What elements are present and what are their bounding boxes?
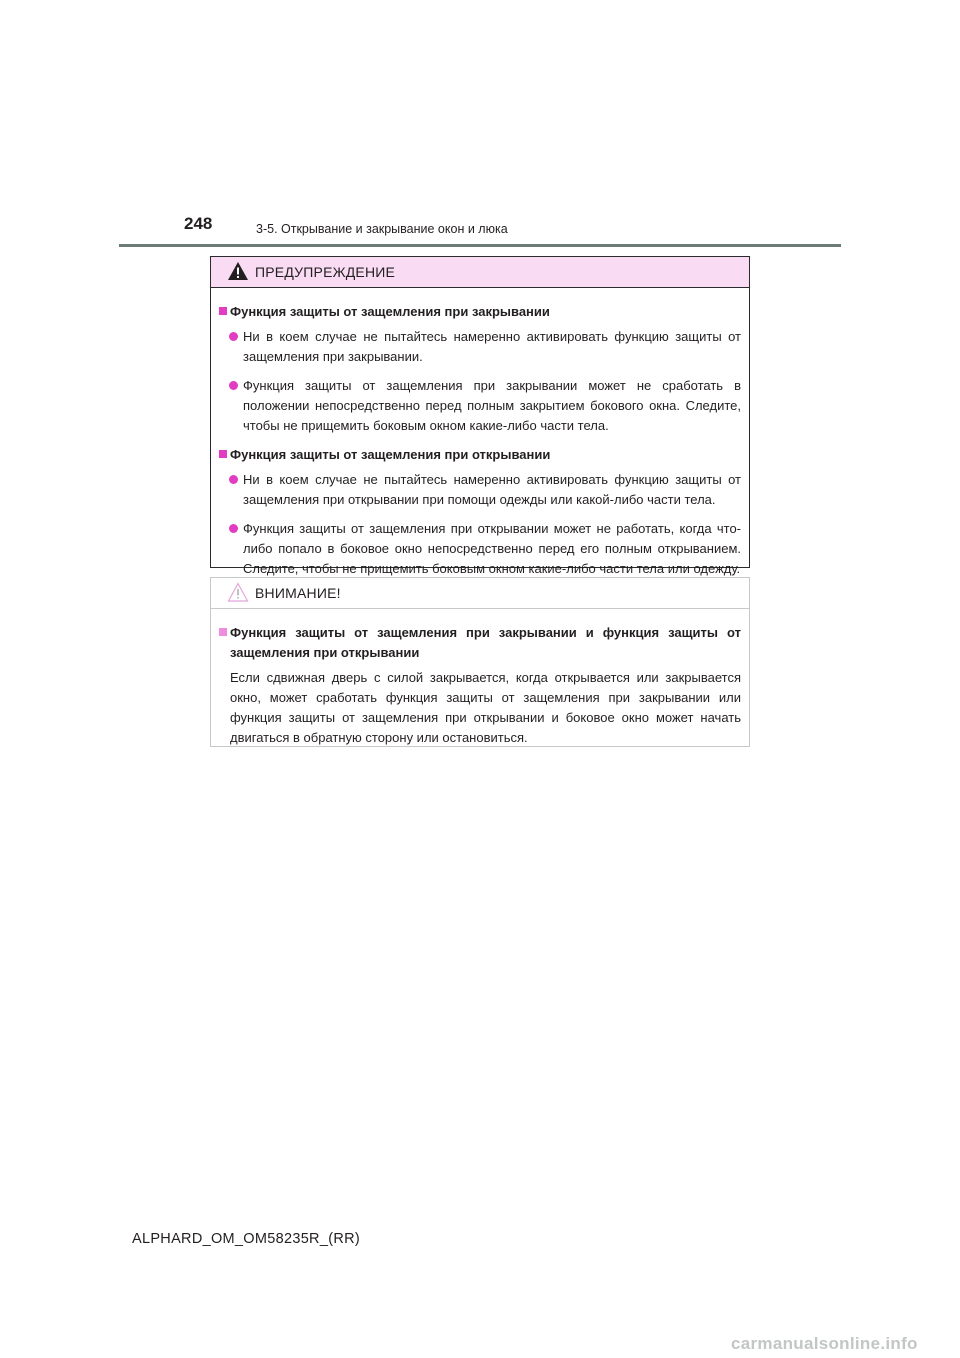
caution-body [211, 609, 749, 748]
document-code: ALPHARD_OM_OM58235R_(RR) [132, 1231, 360, 1247]
warning-header [211, 257, 749, 288]
warning-subheading-closing: Функция защиты от защемления при закрывании [219, 302, 741, 322]
warning-item: Ни в коем случае не пытайтесь намеренно активировать функцию защиты от защемления при закрывании. [219, 327, 741, 367]
round-bullet-icon [229, 381, 238, 390]
caution-triangle-icon [227, 582, 249, 602]
warning-box [210, 256, 750, 576]
caution-title: ВНИМАНИЕ! [255, 585, 341, 601]
warning-title: ПРЕДУПРЕЖДЕНИЕ [255, 264, 396, 280]
square-bullet-icon [219, 628, 227, 636]
header-divider [119, 244, 841, 247]
caution-box [210, 577, 750, 747]
square-bullet-icon [219, 307, 227, 315]
warning-subheading-opening: Функция защиты от защемления при открывании [219, 445, 741, 465]
round-bullet-icon [229, 475, 238, 484]
warning-item: Функция защиты от защемления при открывании может не работать, когда что-либо попало в боковое окно непосредственно перед его полным открыванием. Следите, чтобы не прищемить боковым окном какие-либо части тела или одежду. [219, 519, 741, 579]
watermark: carmanualsonline.info [731, 1334, 918, 1353]
page-number: 248 [184, 214, 213, 233]
caution-subheading: Функция защиты от защемления при закрывании и функция защиты от защемления при открывании [219, 623, 741, 663]
warning-body [211, 288, 749, 579]
caution-header [211, 578, 749, 609]
caution-text: Если сдвижная дверь с силой закрывается, когда открывается или закрывается окно, может сработать функция защиты от защемления при закрывании или функция защиты от защемления при открывании и боковое окно может начать двигаться в обратную сторону или остановиться. [230, 670, 741, 745]
round-bullet-icon [229, 524, 238, 533]
section-title: 3-5. Открывание и закрывание окон и люка [256, 222, 508, 236]
square-bullet-icon [219, 450, 227, 458]
warning-triangle-icon [227, 261, 249, 281]
warning-item: Ни в коем случае не пытайтесь намеренно активировать функцию защиты от защемления при открывании при помощи одежды или какой-либо части тела. [219, 470, 741, 510]
warning-item: Функция защиты от защемления при закрывании может не сработать в положении непосредственно перед полным закрытием бокового окна. Следите, чтобы не прищемить боковым окном какие-либо части тела. [219, 376, 741, 436]
round-bullet-icon [229, 332, 238, 341]
